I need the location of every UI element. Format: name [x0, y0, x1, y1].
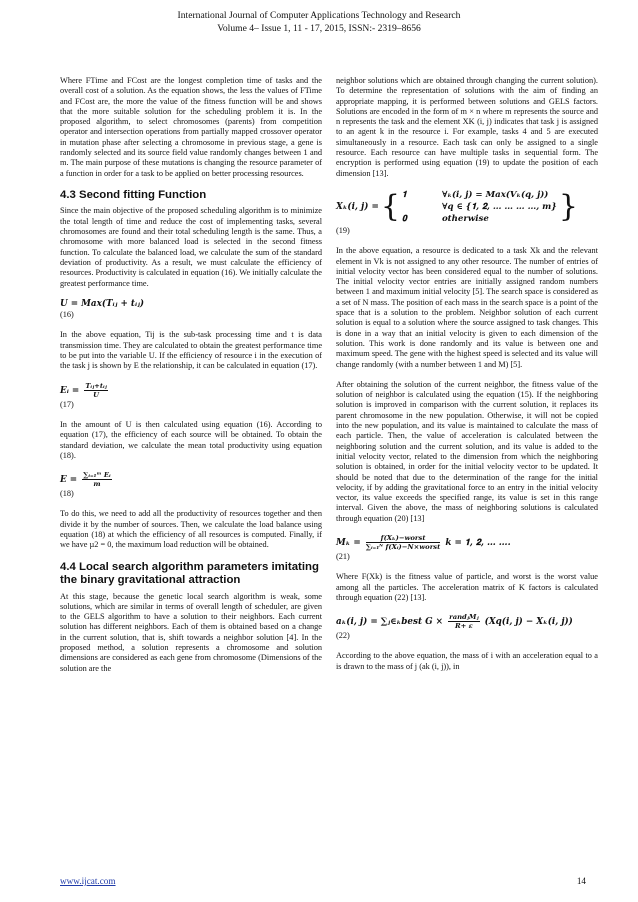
case-condition: ∀𝒒 ∈ {𝟏, 𝟐, … … … …, 𝒎} — [441, 201, 557, 212]
paragraph: neighbor solutions which are obtained through changing the current solution). To determine the representation of solutions with the aim of finding an appropriate mapping, it is performed between solutions and GELS factors. Solutions are encoded in the form of m × n where m represents the source and n represents the task and the element XK (i, j) indicates that task j is assigned to an agent k in the resource i. For example, tasks 4 and 5 are executed simultaneously in a resource. Each task can only be assigned to a single resource. Each resource can have multiple tasks in sequential form. The encryption is performed using equation (19) to update the position of each dimension [13]. — [336, 76, 598, 178]
equation-number: (16) — [60, 310, 74, 320]
fraction — [84, 382, 107, 399]
page-header — [0, 10, 638, 35]
right-column — [336, 76, 598, 682]
journal-website-link[interactable]: www.ijcat.com — [60, 876, 116, 886]
equation-19 — [336, 189, 598, 225]
equation-lhs: 𝒂ₖ(𝒊, 𝒋) = ∑ⱼ∈ₖbest 𝑮 × — [336, 617, 444, 628]
equation-lhs: 𝑴ₖ = — [336, 537, 361, 548]
case-condition: ∀ₖ(𝒊, 𝒋) = 𝑴𝒂𝒙(𝑽ₖ(𝒒, 𝒋)) — [441, 189, 549, 200]
equation-lhs: 𝑬 = — [60, 475, 78, 486]
fraction-denominator: ∑ᵢ₌₁ᴺ f(Xᵢ)−N×worst — [365, 542, 441, 551]
fraction-numerator: f(Xₖ)−worst — [366, 534, 440, 543]
equation-16: 𝑼 = 𝑴𝒂𝒙(𝑻ᵢⱼ + 𝒕ᵢⱼ) — [60, 298, 145, 309]
paragraph: Where F(Xk) is the fitness value of particle, and worst is the worst value among all the particles. The acceleration matrix of K factors is calculated through equation (22) [13]. — [336, 572, 598, 602]
equation-18 — [60, 471, 322, 488]
fraction-numerator: ∑ᵢ₌₁ᵐ Eᵢ — [83, 471, 111, 480]
paragraph: In the above equation, Tij is the sub-task processing time and t is data transmission time. They are calculated to obtain the greatest performance time to be put into the variable U. If the efficiency of resource i in the execution of the task j is shown by E the relationship, it can be calculated in equation (17). — [60, 330, 322, 371]
paragraph: Where FTime and FCost are the longest completion time of tasks and the overall cost of a solution. As the equation shows, the less the values of FTime and FCost are, the more the value of the fitness function will be and shows that the more suitable solution for the scheduling problem it is. In the proposed algorithm, to select chromosomes (parents) from competition operator and intersection operations from partially mapped crossover operator in mutation phase after selecting a chromosome in previous stage, a gene is randomly selected and its source field value randomly changes between 1 and m. The main purpose of these mutations is changing the resource parameter of a function in order for a task to be applied on better processing resources. — [60, 76, 322, 178]
equation-21 — [336, 534, 598, 551]
right-brace: } — [558, 188, 578, 224]
fraction — [366, 534, 440, 551]
piecewise-rows — [402, 189, 557, 225]
section-heading-4-4: 4.4 Local search algorithm parameters imitating the binary gravitational attraction — [60, 560, 319, 587]
fraction-numerator: Tᵢⱼ+tᵢⱼ — [85, 381, 107, 390]
fraction-numerator: randⱼMⱼ — [449, 613, 479, 622]
case-value: 𝟎 — [401, 213, 407, 224]
case-value: 𝟏 — [401, 189, 407, 200]
equation-number: (22) — [336, 631, 350, 641]
piecewise-function — [336, 189, 580, 225]
paragraph: After obtaining the solution of the current neighbor, the fitness value of the solution of neighbor is calculated using the equation (15). If the neighboring solution is improved in comparison with the current solution, it replaces its parent chromosome in the new population. Otherwise, it will not be copied into the new population, and its value is maintained to calculate the mass of each particle. Then, the value of acceleration is calculated between the neighboring solution and the current solution, and its value is added to the initial velocity vector, related to the dimension from which the neighboring solution is obtained, in order for the initial velocity vector to be updated. It should be noted that due to the determination of the range for the initial velocity, if by adding the gravitational force to an entry in the initial velocity vector, its value exceeds the specified range, its value is set in this range interval. Given the above, the mass of neighboring solutions is calculated through equation (20) [13] — [336, 379, 598, 523]
paragraph: According to the above equation, the mass of i with an acceleration equal to a is drawn to the mass of j (ak (i, j)), in — [336, 651, 598, 671]
fraction-denominator: m — [93, 480, 101, 489]
case-condition: 𝒐𝒕𝒉𝒆𝒓𝒘𝒊𝒔𝒆 — [441, 213, 489, 224]
fraction-denominator: R+ ε — [454, 622, 473, 631]
equation-number: (21) — [336, 551, 350, 561]
paragraph: In the above equation, a resource is dedicated to a task Xk and the relevant element in Vk is not assigned to any other resource. The number of entries of initial velocity vector has been considered equal to the number of solutions. The initial velocity vector entries are initially assigned random numbers between 1 and maximum initial velocity [5]. The search space is considered as a set of N mass. The position of each mass in the search space is a point of the space that is a solution to the problem. Neighbor solution of each current solution is equal to a solution where the source assigned to task changes. This is done in a way that an initial velocity is given to each dimension of the solution. This work is done randomly and its value is between one and maximum speed. The gene with the highest speed is selected and its value will change randomly (with a number between 1 and M) [5]. — [336, 246, 598, 369]
paragraph: To do this, we need to add all the productivity of resources together and then divide it by the number of sources. Then, we calculate the load balance using equation (18) at which the efficiency of all resources is computed. Finally, if we have µ2 = 0, the maximum load reduction will be obtained. — [60, 509, 322, 550]
equation-lhs: 𝑿ₖ(𝒊, 𝒋) = — [336, 201, 379, 212]
equation-rhs: (𝑿𝒒(𝒊, 𝒋) − 𝑿ₖ(𝒊, 𝒋)) — [484, 617, 573, 628]
volume-line: Volume 4– Issue 1, 11 - 17, 2015, ISSN:- 2319–8656 — [217, 22, 421, 34]
equation-number: (18) — [60, 489, 74, 499]
equation-number: (19) — [336, 225, 350, 235]
journal-title: International Journal of Computer Applications Technology and Research — [177, 10, 461, 21]
equation-number: (17) — [60, 399, 74, 409]
fraction-denominator: U — [93, 390, 99, 399]
equation-rhs: 𝒌 = 𝟏, 𝟐, … …. — [445, 537, 511, 548]
paragraph: In the amount of U is then calculated using equation (16). According to equation (17), the efficiency of each source will be obtained. To obtain the standard deviation, we calculate the mean total productivity using equation (18). — [60, 419, 322, 460]
left-column — [60, 76, 322, 684]
equation-22 — [336, 613, 598, 630]
equation-lhs: 𝑬ᵢ = — [60, 385, 80, 396]
paragraph: At this stage, because the genetic local search algorithm is weak, some solutions, which are similar in terms of overall length of scheduler, are given to the GELS algorithm to have a solution to their neighbors. Each current solution has different neighbors. Each of them is obtained based on a change in the current solution, that is, shift towards a neighbor solution [4]. In the proposed method, a solution represents a chromosome and solution dimensions are considered as each gene from chromosome (Dimensions of the solution are the — [60, 591, 322, 673]
page-number: 14 — [576, 876, 586, 886]
fraction — [448, 613, 479, 630]
left-brace: { — [380, 188, 400, 224]
paragraph: Since the main objective of the proposed scheduling algorithm is to minimize the total length of time and reduce the cost of implementing tasks, several chromosomes are found and their total scheduling length is the same. Thus, a chromosome with more balanced load is selected in the second fitness function. To calculate the balanced load, we calculate the sum of the standard deviation of productivity. As a result, we must calculate the efficiency of resources. Productivity is calculated in equation (16). We initially calculate the greatest performance time. — [60, 206, 322, 288]
section-heading-4-3: 4.3 Second fitting Function — [60, 188, 207, 201]
equation-17 — [60, 382, 322, 399]
fraction — [82, 471, 111, 488]
